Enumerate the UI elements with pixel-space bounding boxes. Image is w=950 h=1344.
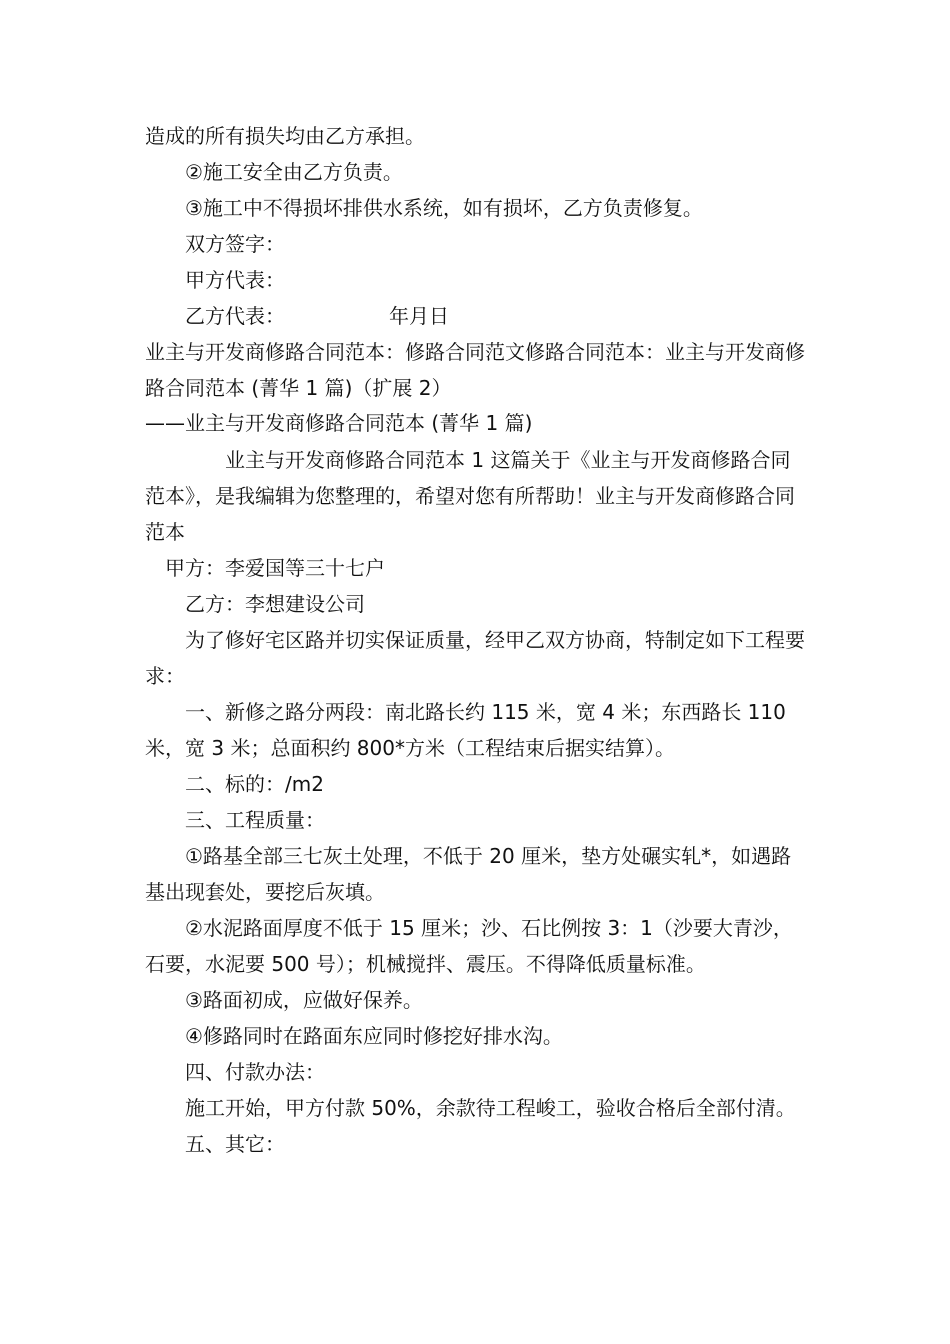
paragraph-safety: ②施工安全由乙方负责。 xyxy=(185,160,403,184)
paragraph-payment: 施工开始，甲方付款 50%，余款待工程峻工，验收合格后全部付清。 xyxy=(185,1096,796,1120)
paragraph-roadbed: ①路基全部三七灰土处理，不低于 20 厘米，垫方处碾实轧*，如遇路基出现套处，要挖后灰填。 xyxy=(145,844,792,904)
paragraph-price: 二、标的：/m2 xyxy=(185,772,324,796)
paragraph-party-b: 乙方：李想建设公司 xyxy=(185,592,365,616)
document-body xyxy=(145,118,810,1162)
paragraph-other-heading: 五、其它： xyxy=(185,1132,285,1156)
paragraph-payment-heading: 四、付款办法： xyxy=(185,1060,325,1084)
paragraph-purpose: 为了修好宅区路并切实保证质量，经甲乙双方协商，特制定如下工程要求： xyxy=(145,628,805,688)
paragraph-party-a: 甲方：李爱国等三十七户 xyxy=(165,556,385,580)
paragraph-party-a-rep: 甲方代表： xyxy=(185,268,285,292)
section-subtitle: ——业主与开发商修路合同范本 (菁华 1 篇) xyxy=(145,411,533,435)
party-b-rep-label: 乙方代表： xyxy=(185,304,285,328)
paragraph-signatures: 双方签字： xyxy=(185,232,285,256)
paragraph-cement: ②水泥路面厚度不低于 15 厘米；沙、石比例按 3：1（沙要大青沙，石要，水泥要 500 号）；机械搅拌、震压。不得降低质量标准。 xyxy=(145,916,793,976)
paragraph-intro: 业主与开发商修路合同范本 1 这篇关于《业主与开发商修路合同范本》，是我编辑为您整理的，希望对您有所帮助！业主与开发商修路合同范本 xyxy=(145,448,795,544)
paragraph-party-b-rep xyxy=(145,298,810,334)
section-title: 业主与开发商修路合同范本：修路合同范文修路合同范本：业主与开发商修路合同范本 (菁华 1 篇)（扩展 2） xyxy=(145,340,805,400)
paragraph-road-sections: 一、新修之路分两段：南北路长约 115 米，宽 4 米；东西路长 110 米，宽 3 米；总面积约 800*方米（工程结束后据实结算）。 xyxy=(145,700,786,760)
paragraph-maintenance: ③路面初成，应做好保养。 xyxy=(185,988,423,1012)
date-label: 年月日 xyxy=(389,304,449,328)
paragraph-loss-liability: 造成的所有损失均由乙方承担。 xyxy=(145,124,425,148)
paragraph-quality-heading: 三、工程质量： xyxy=(185,808,325,832)
paragraph-drainage: ④修路同时在路面东应同时修挖好排水沟。 xyxy=(185,1024,563,1048)
paragraph-water-system: ③施工中不得损坏排供水系统，如有损坏，乙方负责修复。 xyxy=(185,196,703,220)
